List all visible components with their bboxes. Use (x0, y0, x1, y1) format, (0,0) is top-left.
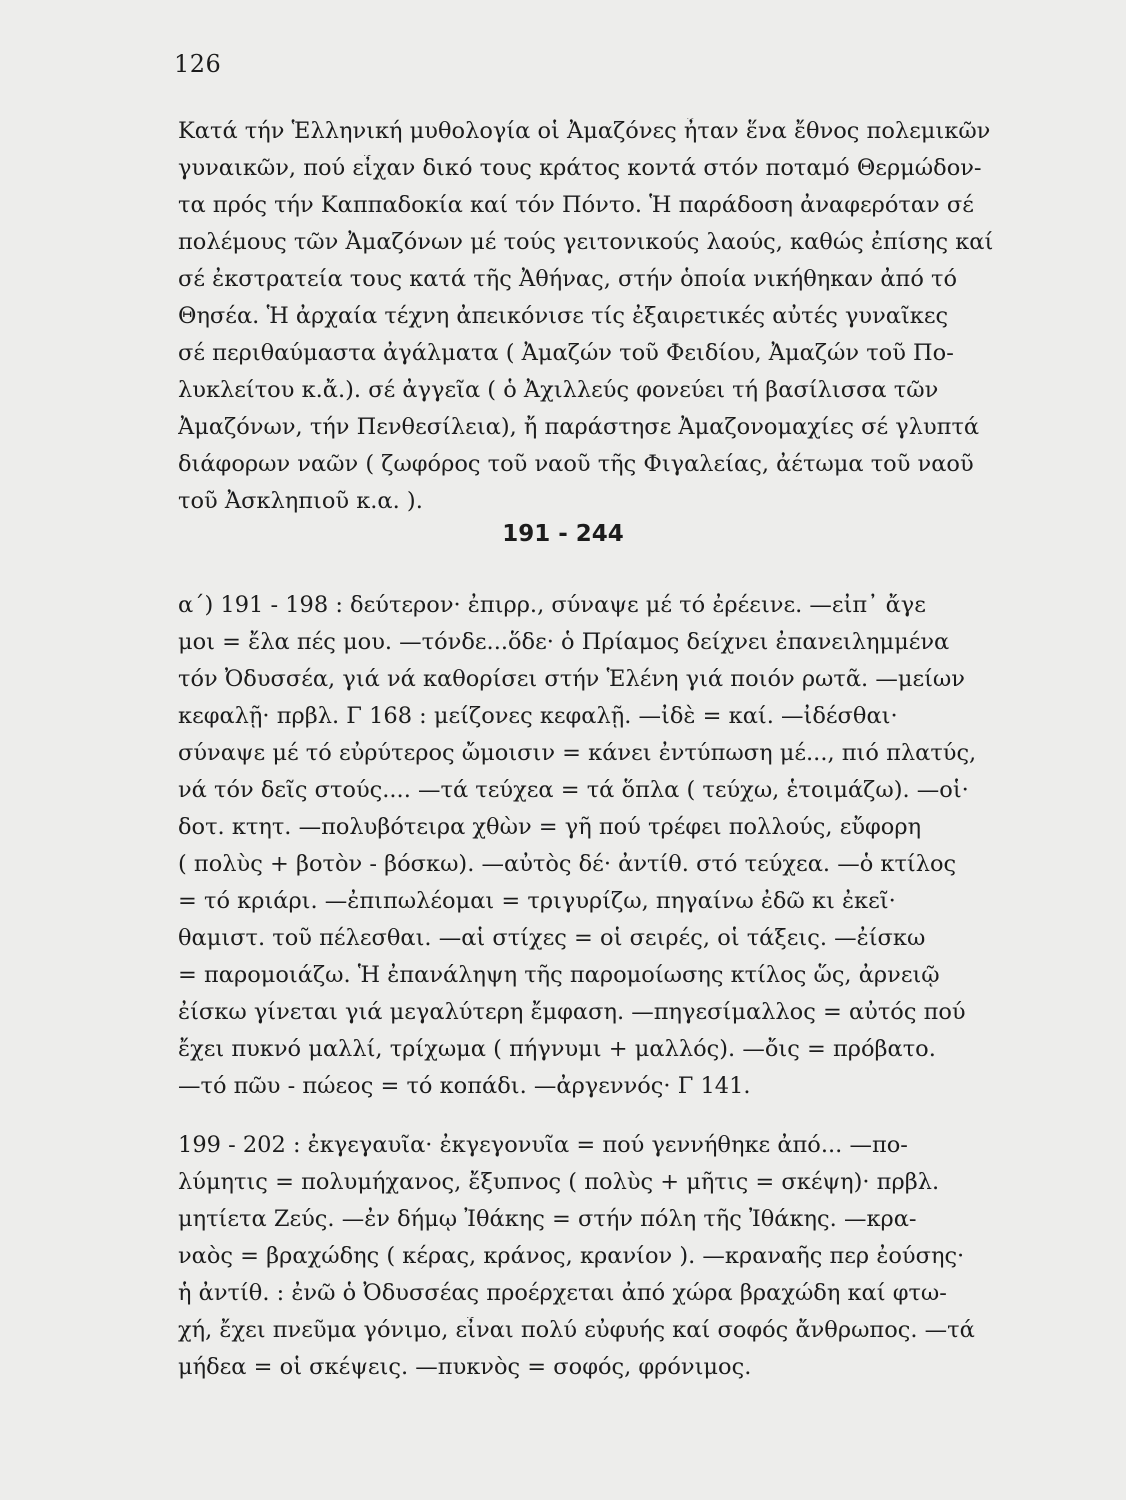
commentary-line: = τό κριάρι. —ἐπιπωλέομαι = τριγυρίζω, πηγαίνω ἐδῶ κι ἐκεῖ· (178, 888, 896, 914)
intro-line: γυναικῶν, πού εἶχαν δικό τους κράτος κοντά στόν ποταμό Θερμώδον- (178, 155, 982, 181)
commentary-line: —τό πῶυ - πώεος = τό κοπάδι. —ἀργεννός· Γ 141. (178, 1073, 751, 1099)
intro-line: τα πρός τήν Καππαδοκία καί τόν Πόντο. Ἡ παράδοση ἀναφερόταν σέ (178, 192, 974, 218)
commentary-line: μητίετα Ζεύς. —ἐν δήμῳ Ἰθάκης = στήν πόλη τῆς Ἰθάκης. —κρα- (178, 1206, 917, 1232)
commentary-line: ἐίσκω γίνεται γιά μεγαλύτερη ἔμφαση. —πηγεσίμαλλος = αὐτός πού (178, 999, 966, 1025)
intro-line: σέ ἐκστρατεία τους κατά τῆς Ἀθήνας, στήν ὁποία νικήθηκαν ἀπό τό (178, 266, 958, 292)
commentary-line: α΄) 191 - 198 : δεύτερον· ἐπιρρ., σύναψε μέ τό ἐρέεινε. —εἰπ᾽ ἄγε (178, 592, 926, 618)
intro-line: Κατά τήν Ἑλληνική μυθολογία οἱ Ἀμαζόνες ἦταν ἕνα ἔθνος πολεμικῶν (178, 118, 991, 144)
commentary-line: δοτ. κτητ. —πολυβότειρα χθὼν = γῆ πού τρέφει πολλούς, εὔφορη (178, 814, 922, 840)
commentary-line: μήδεα = οἱ σκέψεις. —πυκνὸς = σοφός, φρόνιμος. (178, 1354, 752, 1380)
commentary-line: μοι = ἔλα πές μου. —τόνδε...ὅδε· ὁ Πρίαμος δείχνει ἐπανειλημμένα (178, 629, 950, 655)
commentary-line: χή, ἔχει πνεῦμα γόνιμο, εἶναι πολύ εὐφυής καί σοφός ἄνθρωπος. —τά (178, 1317, 975, 1343)
page-number: 126 (174, 50, 222, 78)
commentary-line: ναὸς = βραχώδης ( κέρας, κράνος, κρανίον ). —κραναῆς περ ἐούσης· (178, 1243, 965, 1269)
commentary-line: θαμιστ. τοῦ πέλεσθαι. —αἱ στίχες = οἱ σειρές, οἱ τάξεις. —ἐίσκω (178, 925, 926, 951)
commentary-line: 199 - 202 : ἐκγεγαυῖα· ἐκγεγονυῖα = πού γεννήθηκε ἀπό... —πο- (178, 1132, 908, 1158)
commentary-line: σύναψε μέ τό εὐρύτερος ὤμοισιν = κάνει ἐντύπωση μέ..., πιό πλατύς, (178, 740, 977, 766)
commentary-line: = παρομοιάζω. Ἡ ἐπανάληψη τῆς παρομοίωσης κτίλος ὥς, ἀρνειῷ (178, 962, 940, 988)
commentary-line: τόν Ὀδυσσέα, γιά νά καθορίσει στήν Ἑλένη γιά ποιόν ρωτᾶ. —μείων (178, 666, 965, 692)
commentary-line: νά τόν δεῖς στούς.... —τά τεύχεα = τά ὅπλα ( τεύχω, ἑτοιμάζω). —οἱ· (178, 777, 969, 803)
intro-line: σέ περιθαύμαστα ἀγάλματα ( Ἀμαζών τοῦ Φειδίου, Ἀμαζών τοῦ Πο- (178, 340, 954, 366)
commentary-line: ( πολὺς + βοτὸν - βόσκω). —αὐτὸς δέ· ἀντίθ. στό τεύχεα. —ὁ κτίλος (178, 851, 957, 877)
intro-line: τοῦ Ἀσκληπιοῦ κ.α. ). (178, 488, 423, 514)
commentary-line: κεφαλῇ· πρβλ. Γ 168 : μείζονες κεφαλῇ. —ἰδὲ = καί. —ἰδέσθαι· (178, 703, 898, 729)
intro-line: πολέμους τῶν Ἀμαζόνων μέ τούς γειτονικούς λαούς, καθώς ἐπίσης καί (178, 229, 994, 255)
commentary-line: ἔχει πυκνό μαλλί, τρίχωμα ( πήγνυμι + μαλλός). —ὄις = πρόβατο. (178, 1036, 936, 1062)
section-heading: 191 - 244 (502, 521, 624, 547)
intro-line: Ἀμαζόνων, τήν Πενθεσίλεια), ἤ παράστησε Ἀμαζονομαχίες σέ γλυπτά (178, 414, 980, 440)
intro-line: λυκλείτου κ.ἄ.). σέ ἀγγεῖα ( ὁ Ἀχιλλεύς φονεύει τή βασίλισσα τῶν (178, 377, 939, 403)
intro-line: διάφορων ναῶν ( ζωφόρος τοῦ ναοῦ τῆς Φιγαλείας, ἀέτωμα τοῦ ναοῦ (178, 451, 974, 477)
commentary-line: λύμητις = πολυμήχανος, ἔξυπνος ( πολὺς + μῆτις = σκέψη)· πρβλ. (178, 1169, 940, 1195)
commentary-line: ἡ ἀντίθ. : ἐνῶ ὁ Ὀδυσσέας προέρχεται ἀπό χώρα βραχώδη καί φτω- (178, 1280, 947, 1306)
intro-line: Θησέα. Ἡ ἀρχαία τέχνη ἀπεικόνισε τίς ἐξαιρετικές αὐτές γυναῖκες (178, 303, 949, 329)
